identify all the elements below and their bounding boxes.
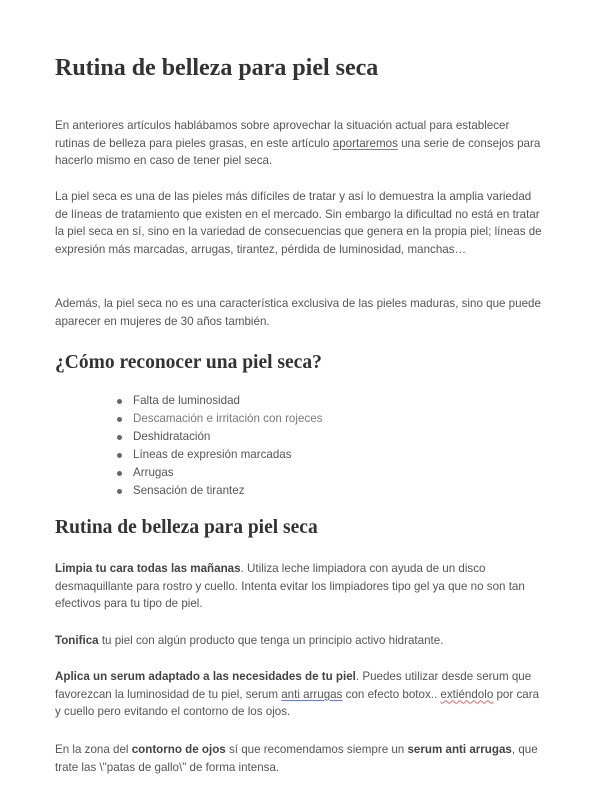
routine-paragraph-eye-contour: En la zona del contorno de ojos sí que recomendamos siempre un serum anti arrugas, que trate las \"patas de gallo\" de forma intensa. [55,743,538,774]
aportaremos-link[interactable]: aportaremos [332,136,398,150]
list-item: Sensación de tirantez [115,482,322,500]
bullet-icon [117,417,122,422]
clean-bold-text: Limpia tu cara todas las mañanas [55,562,241,575]
intro-paragraph-3: Además, la piel seca no es una característica exclusiva de las pieles maduras, sino que puede aparecer en mujeres de 30 años también. [55,297,541,328]
serum-anti-arrugas-bold-text: serum anti arrugas [407,743,512,756]
anti-arrugas-link[interactable]: anti arrugas [281,687,343,701]
bullet-icon [117,489,122,494]
list-item: Líneas de expresión marcadas [115,446,322,464]
bullet-icon [117,399,122,404]
serum-bold-text: Aplica un serum adaptado a las necesidades de tu piel [55,670,356,683]
routine-paragraph-clean: Limpia tu cara todas las mañanas. Utiliza leche limpiadora con ayuda de un disco desmaquillante para rostro y cuello. Intenta evitar los limpiadores tipo gel ya que no son tan efectivos para tu tipo de piel. [55,562,525,611]
intro-paragraph-2: La piel seca es una de las pieles más difíciles de tratar y así lo demuestra la amplia variedad de líneas de tratamiento que existen en el mercado. Sin embargo la dificultad no está en tratar la piel seca en sí, sino en la variedad de consecuencias que genera en la propia piel; líneas de expresión más marcadas, arrugas, tirantez, pérdida de luminosidad, manchas… [55,190,542,256]
list-item: Descamación e irritación con rojeces [115,410,322,428]
intro-paragraph-1 [55,117,547,170]
list-item: Deshidratación [115,428,322,446]
bullet-icon [117,471,122,476]
section-heading-routine: Rutina de belleza para piel seca [55,517,318,538]
bullet-icon [117,453,122,458]
misspelled-word: extiéndolo [440,687,494,701]
intro-1-text-b: una serie de consejos para hacerlo mismo en caso de tener piel seca. [55,136,541,168]
list-item: Falta de luminosidad [115,392,322,410]
bullet-icon [117,435,122,440]
list-item: Arrugas [115,464,322,482]
routine-paragraph-serum: Aplica un serum adaptado a las necesidades de tu piel. Puedes utilizar desde serum que favorezcan la luminosidad de tu piel, serum anti arrugas con efecto botox.. extiéndolo por cara y cuello pero evitando el contorno de los ojos. [55,670,540,719]
tonify-bold-text: Tonifica [55,634,99,647]
eye-contour-bold-text: contorno de ojos [131,743,226,756]
intro-1-text-a: En anteriores artículos hablábamos sobre aprovechar la situación actual para establecer rutinas de belleza para pieles grasas, en este artículo [55,119,510,150]
symptoms-list [115,392,322,500]
routine-paragraph-tonify: Tonifica tu piel con algún producto que tenga un principio activo hidratante. [55,634,444,647]
section-heading-recognize: ¿Cómo reconocer una piel seca? [55,352,322,373]
article-title: Rutina de belleza para piel seca [55,55,379,81]
